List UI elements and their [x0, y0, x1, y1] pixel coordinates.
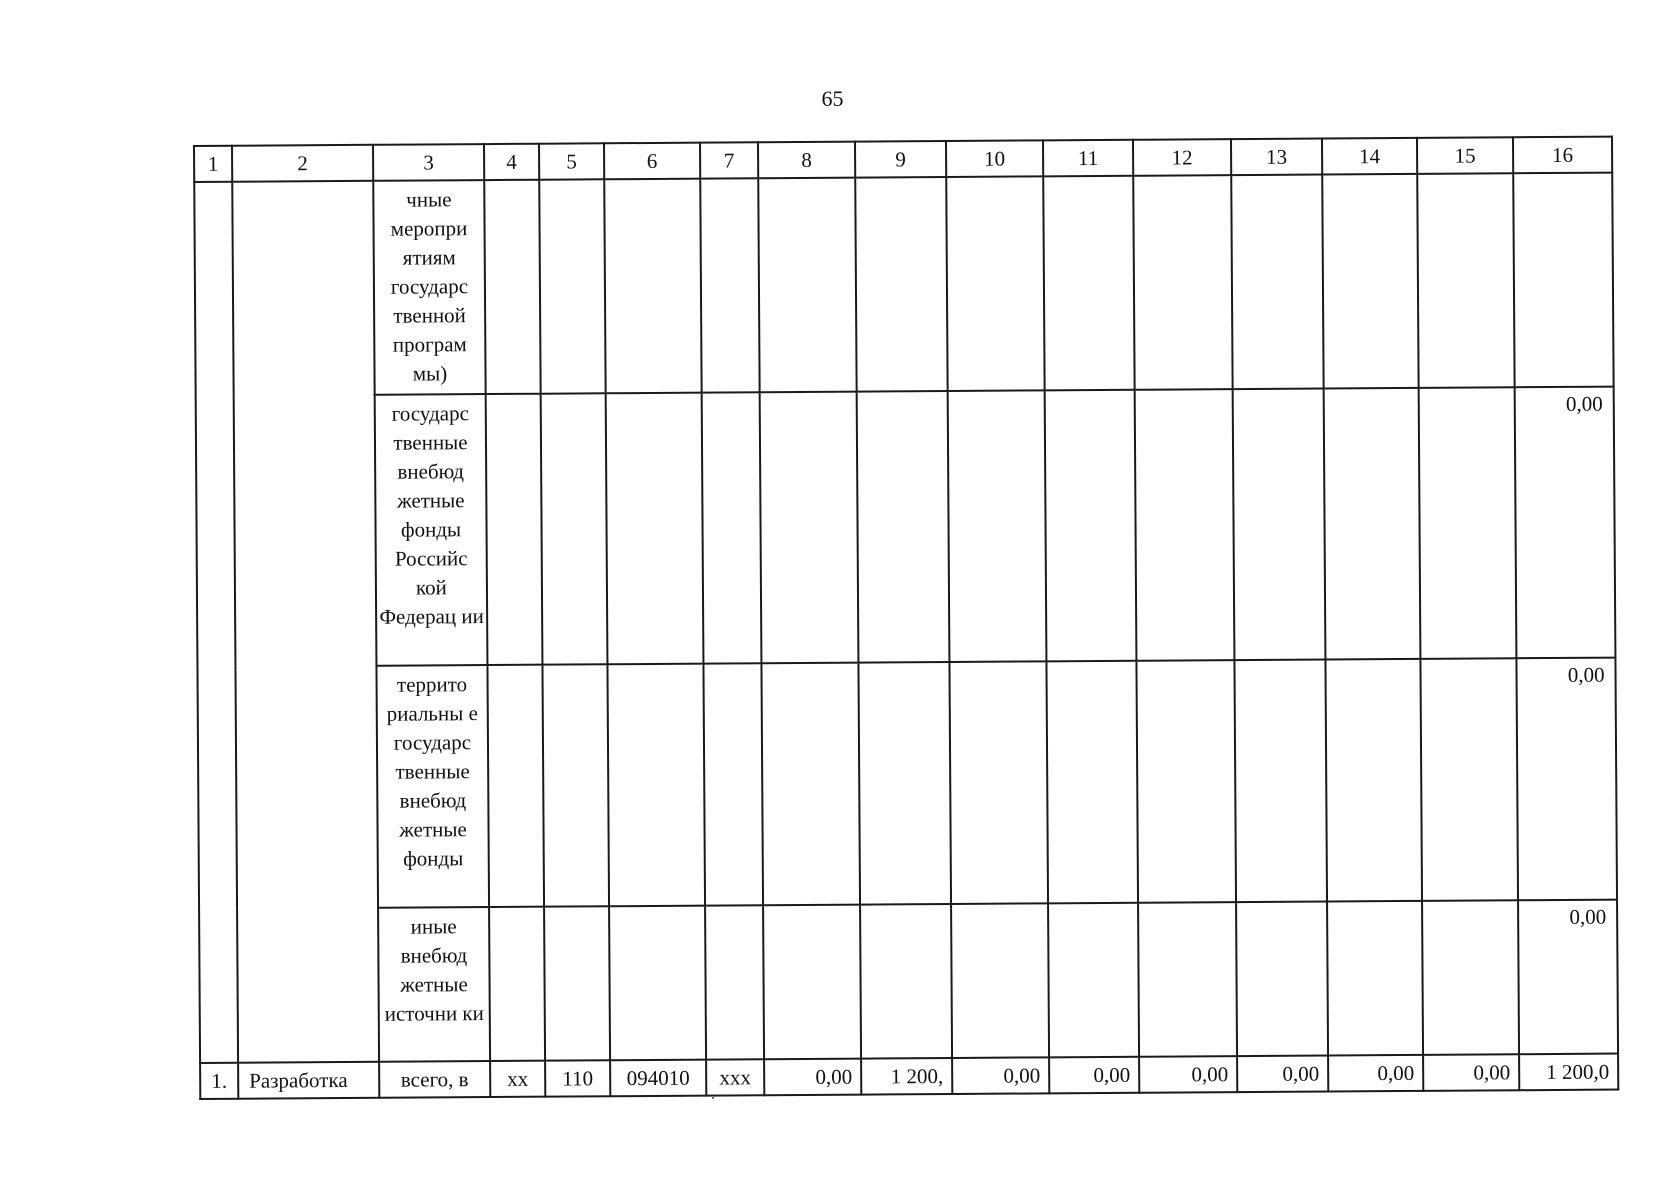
table-row — [199, 900, 1618, 1063]
header-cell: 4 — [484, 144, 539, 180]
total-cell — [1513, 173, 1613, 388]
funding-source-cell: всего, в — [379, 1061, 490, 1098]
funding-source-cell: государс твенные внебюд жетные фонды Российс кой Федерац ии — [375, 394, 488, 666]
cell-col-5: 110 — [545, 1060, 610, 1096]
total-cell: 0,00 — [1515, 387, 1616, 659]
row-number-cell-empty — [194, 182, 238, 1063]
header-cell: 15 — [1417, 137, 1513, 174]
header-cell: 13 — [1231, 139, 1322, 176]
total-cell: 0,00 — [1516, 658, 1617, 901]
cell-col-16: 1 200,0 — [1519, 1054, 1618, 1091]
header-cell: 6 — [604, 143, 700, 180]
header-cell: 8 — [758, 142, 855, 179]
header-cell: 11 — [1043, 140, 1133, 177]
header-cell: 5 — [539, 143, 604, 179]
event-name-cell: Разработка — [238, 1062, 379, 1099]
cell-col-9: 1 200, — [861, 1058, 952, 1095]
cell-col-14: 0,00 — [1328, 1055, 1423, 1092]
table-row — [197, 658, 1617, 909]
scan-speck — [712, 1097, 714, 1099]
funding-source-cell: террито риальны е государс твенные внебюд жетные фонды — [376, 665, 489, 908]
table-row — [196, 387, 1616, 667]
header-cell: 14 — [1322, 138, 1417, 175]
header-cell: 16 — [1513, 137, 1612, 174]
header-cell: 2 — [232, 145, 373, 182]
row-number-cell: 1. — [200, 1063, 238, 1099]
header-cell: 1 — [194, 146, 232, 182]
cell-col-12: 0,00 — [1139, 1056, 1237, 1093]
event-name-cell-empty — [232, 181, 379, 1063]
funding-source-cell: иные внебюд жетные источни ки — [378, 907, 490, 1062]
header-cell: 9 — [855, 141, 946, 178]
cell-col-6: 094010 — [610, 1060, 706, 1097]
cell-col-15: 0,00 — [1423, 1054, 1519, 1091]
cell-col-4: хх — [490, 1061, 545, 1097]
cell-col-13: 0,00 — [1237, 1055, 1328, 1092]
cell-col-8: 0,00 — [764, 1059, 861, 1096]
funding-source-cell: чные меропри ятиям государс твенной програм мы) — [373, 180, 485, 395]
header-cell: 3 — [373, 144, 484, 181]
total-cell: 0,00 — [1518, 900, 1618, 1055]
table-row — [194, 173, 1613, 396]
header-cell: 10 — [946, 140, 1043, 177]
cell-col-7: ххх — [706, 1059, 764, 1095]
header-cell: 7 — [700, 142, 758, 178]
header-cell: 12 — [1133, 139, 1231, 176]
cell-col-11: 0,00 — [1049, 1057, 1139, 1094]
budget-table — [193, 136, 1619, 1100]
cell-col-10: 0,00 — [952, 1057, 1049, 1094]
page-number: 65 — [821, 86, 844, 111]
